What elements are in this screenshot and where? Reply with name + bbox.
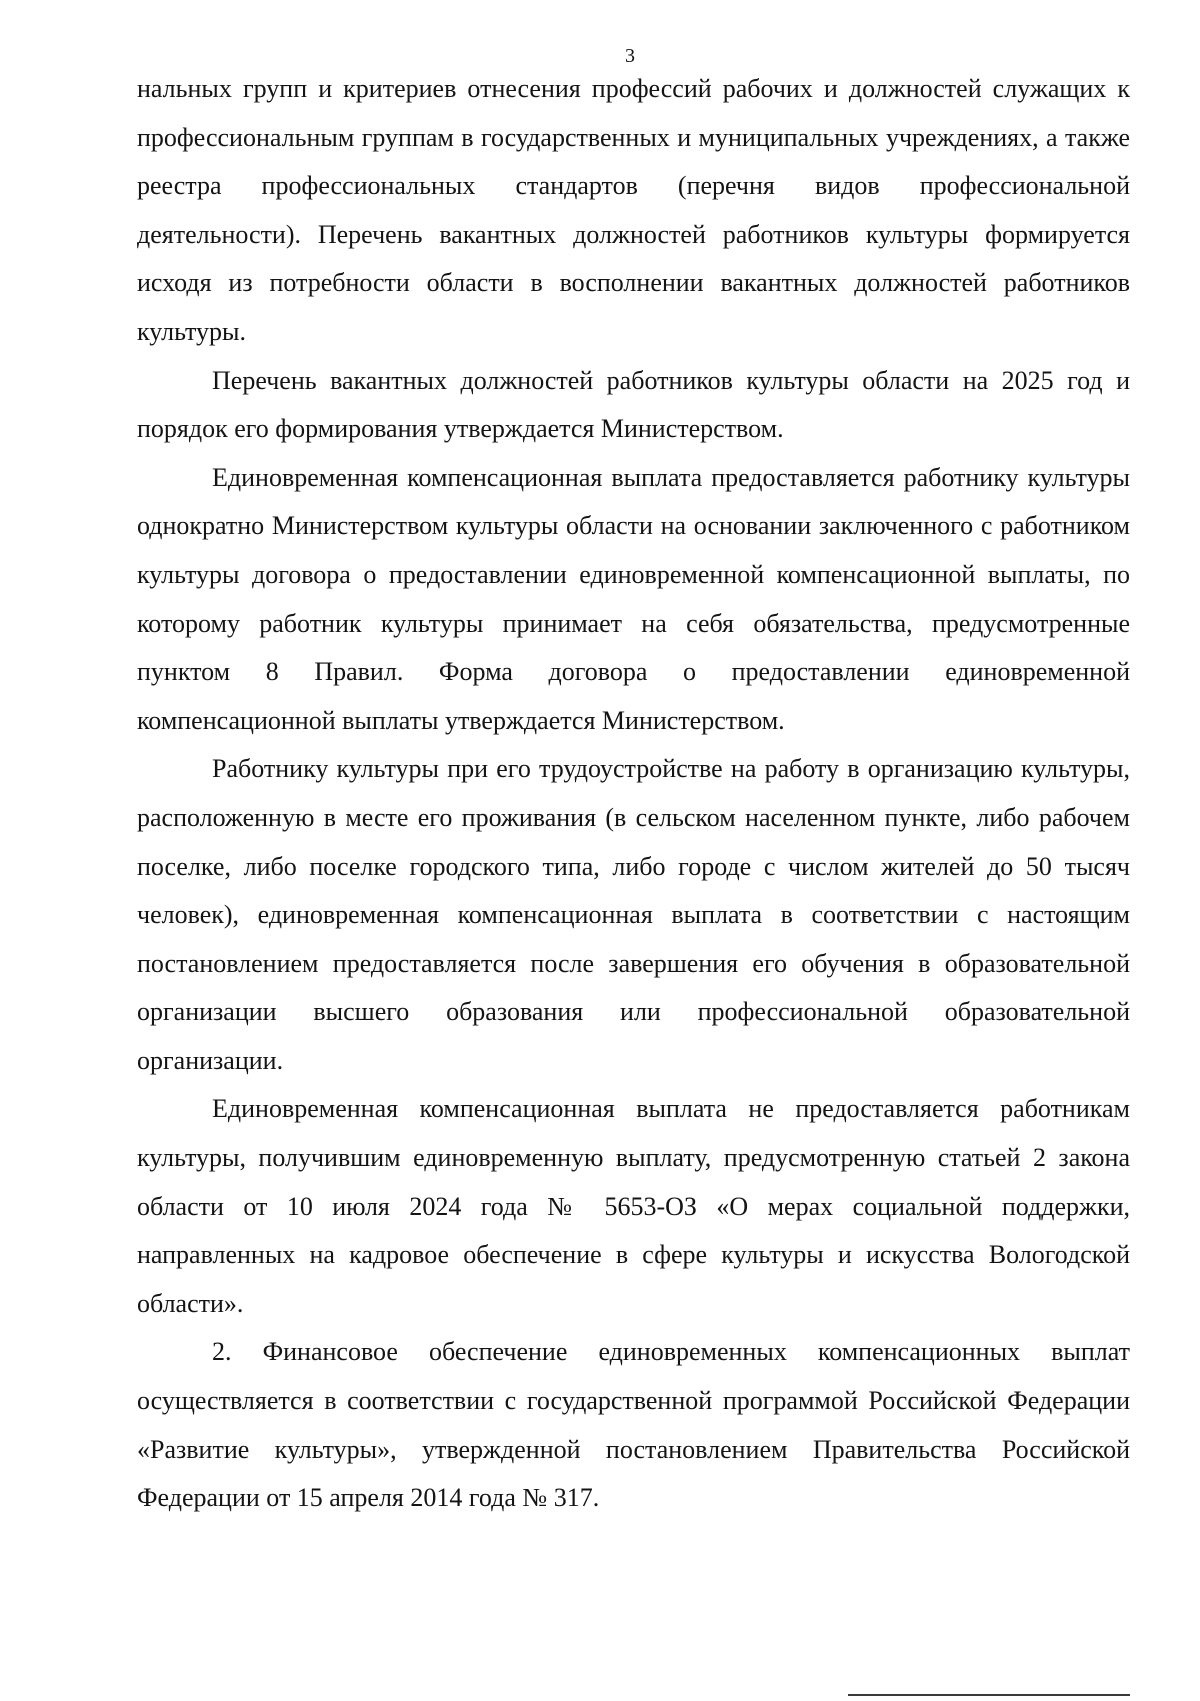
footer-rule [848,1694,1130,1696]
page-number: 3 [625,45,635,67]
paragraph-employment-conditions: Работнику культуры при его трудоустройстве на работу в организацию культуры, расположенную в месте его проживания (в сельском населенном пункте, либо рабочем поселке, либо поселке городского типа, либо городе с числом жителей до 50 тысяч человек), единовременная компенсационная выплата в соответствии с настоящим постановлением предоставляется после завершения его обучения в образовательной организации высшего образования или профессиональной образовательной организации. [137,754,1130,1075]
paragraph-vacancy-list: Перечень вакантных должностей работников культуры области на 2025 год и порядок его формирования утверждается Министерством. [137,365,1130,444]
paragraph-section-2-financing: 2. Финансовое обеспечение единовременных компенсационных выплат осуществляется в соответствии с государственной программой Российской Федерации «Развитие культуры», утвержденной постановлением Правительства Российской Федерации от 15 апреля 2014 года № 317. [137,1337,1130,1513]
document-body [137,65,1130,1523]
paragraph-continuation: нальных групп и критериев отнесения профессий рабочих и должностей служащих к профессиональным группам в государственных и муниципальных учреждениях, а также реестра профессиональных стандартов (перечня видов профессиональной деятельности). Перечень вакантных должностей работников культуры формируется исходя из потребности области в восполнении вакантных должностей работников культуры. [137,74,1130,346]
paragraph-payment-provision: Единовременная компенсационная выплата предоставляется работнику культуры однократно Министерством культуры области на основании заключенного с работником культуры договора о предоставлении единовременной компенсационной выплаты, по которому работник культуры принимает на себя обязательства, предусмотренные пунктом 8 Правил. Форма договора о предоставлении единовременной компенсационной выплаты утверждается Министерством. [137,462,1130,735]
paragraph-exclusions: Единовременная компенсационная выплата не предоставляется работникам культуры, получившим единовременную выплату, предусмотренную статьей 2 закона области от 10 июля 2024 года № 5653-ОЗ «О мерах социальной поддержки, направленных на кадровое обеспечение в сфере культуры и искусства Вологодской области». [137,1094,1130,1318]
